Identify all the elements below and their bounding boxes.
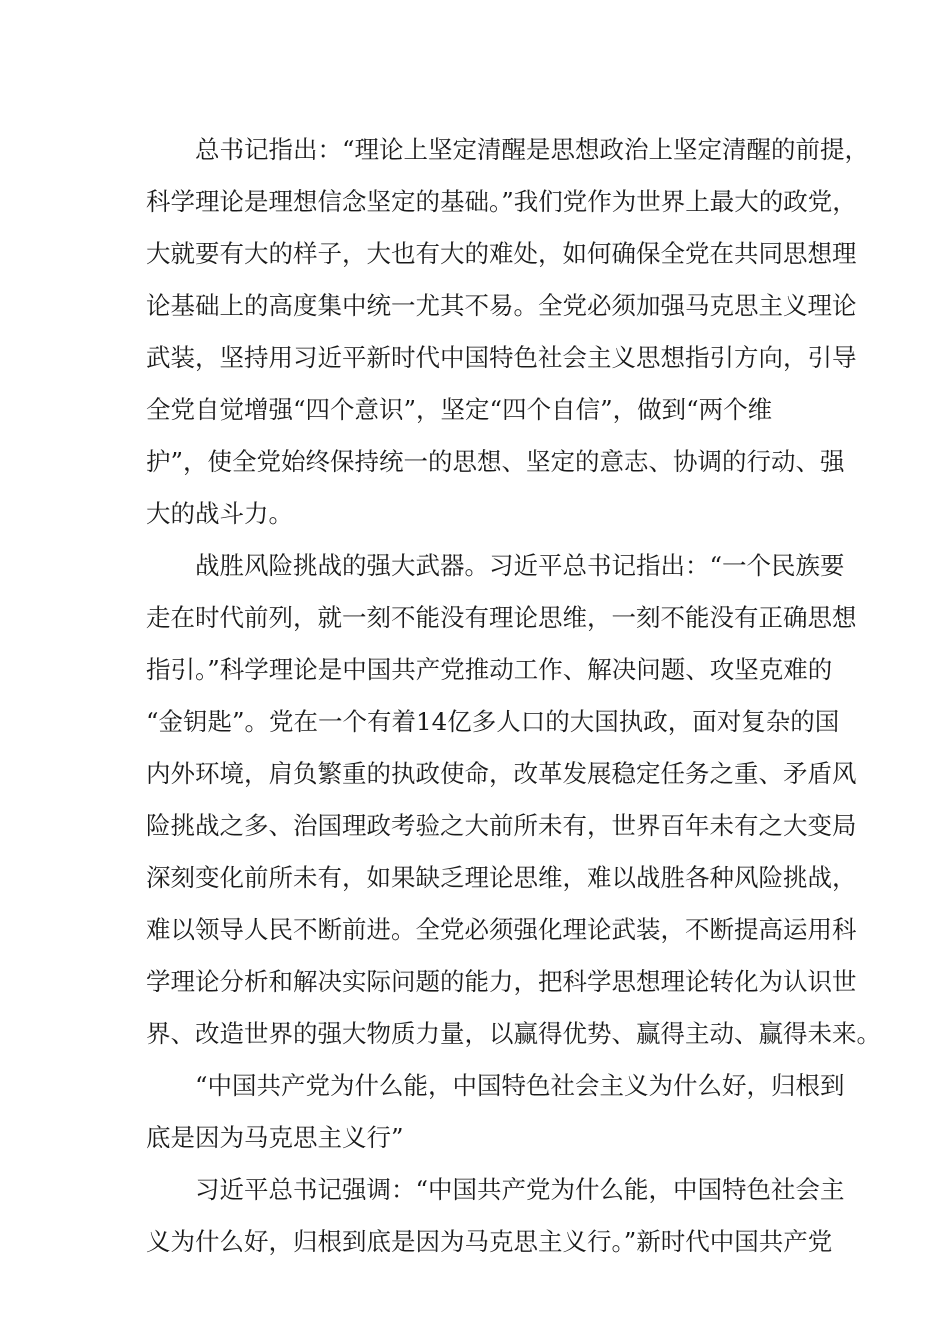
- text-line: 科学理论是理想信念坚定的基础。”我们党作为世界上最大的政党，: [146, 187, 857, 216]
- text-line: 战胜风险挑战的强大武器。习近平总书记指出：“一个民族要: [195, 551, 845, 580]
- text-line: 护”，使全党始终保持统一的思想、坚定的意志、协调的行动、强: [146, 447, 845, 476]
- text-line: 总书记指出：“理论上坚定清醒是思想政治上坚定清醒的前提，: [195, 135, 870, 164]
- text-line: 义为什么好，归根到底是因为马克思主义行。”新时代中国共产党: [146, 1227, 833, 1256]
- text-line: 武装，坚持用习近平新时代中国特色社会主义思想指引方向，引导: [146, 343, 857, 372]
- text-line: 指引。”科学理论是中国共产党推动工作、解决问题、攻坚克难的: [146, 655, 833, 684]
- text-line: 深刻变化前所未有，如果缺乏理论思维，难以战胜各种风险挑战，: [146, 863, 857, 892]
- text-line: 走在时代前列，就一刻不能没有理论思维，一刻不能没有正确思想: [146, 603, 857, 632]
- text-line: 大就要有大的样子，大也有大的难处，如何确保全党在共同思想理: [146, 239, 857, 268]
- text-line: 全党自觉增强“四个意识”，坚定“四个自信”，做到“两个维: [146, 395, 773, 424]
- text-line: “金钥匙”。党在一个有着14亿多人口的大国执政，面对复杂的国: [146, 707, 840, 736]
- text-line: 大的战斗力。: [146, 499, 293, 528]
- text-line: 险挑战之多、治国理政考验之大前所未有，世界百年未有之大变局: [146, 811, 857, 840]
- text-line: 习近平总书记强调：“中国共产党为什么能，中国特色社会主: [195, 1175, 845, 1204]
- section-heading-line: 底是因为马克思主义行”: [146, 1123, 404, 1152]
- text-line: 学理论分析和解决实际问题的能力，把科学思想理论转化为认识世: [146, 967, 857, 996]
- text-line: 界、改造世界的强大物质力量，以赢得优势、赢得主动、赢得未来。: [146, 1019, 881, 1048]
- text-line: 论基础上的高度集中统一尤其不易。全党必须加强马克思主义理论: [146, 291, 857, 320]
- section-heading-line: “中国共产党为什么能，中国特色社会主义为什么好，归根到: [195, 1071, 845, 1100]
- text-line: 难以领导人民不断前进。全党必须强化理论武装，不断提高运用科: [146, 915, 857, 944]
- text-line: 内外环境，肩负繁重的执政使命，改革发展稳定任务之重、矛盾风: [146, 759, 857, 788]
